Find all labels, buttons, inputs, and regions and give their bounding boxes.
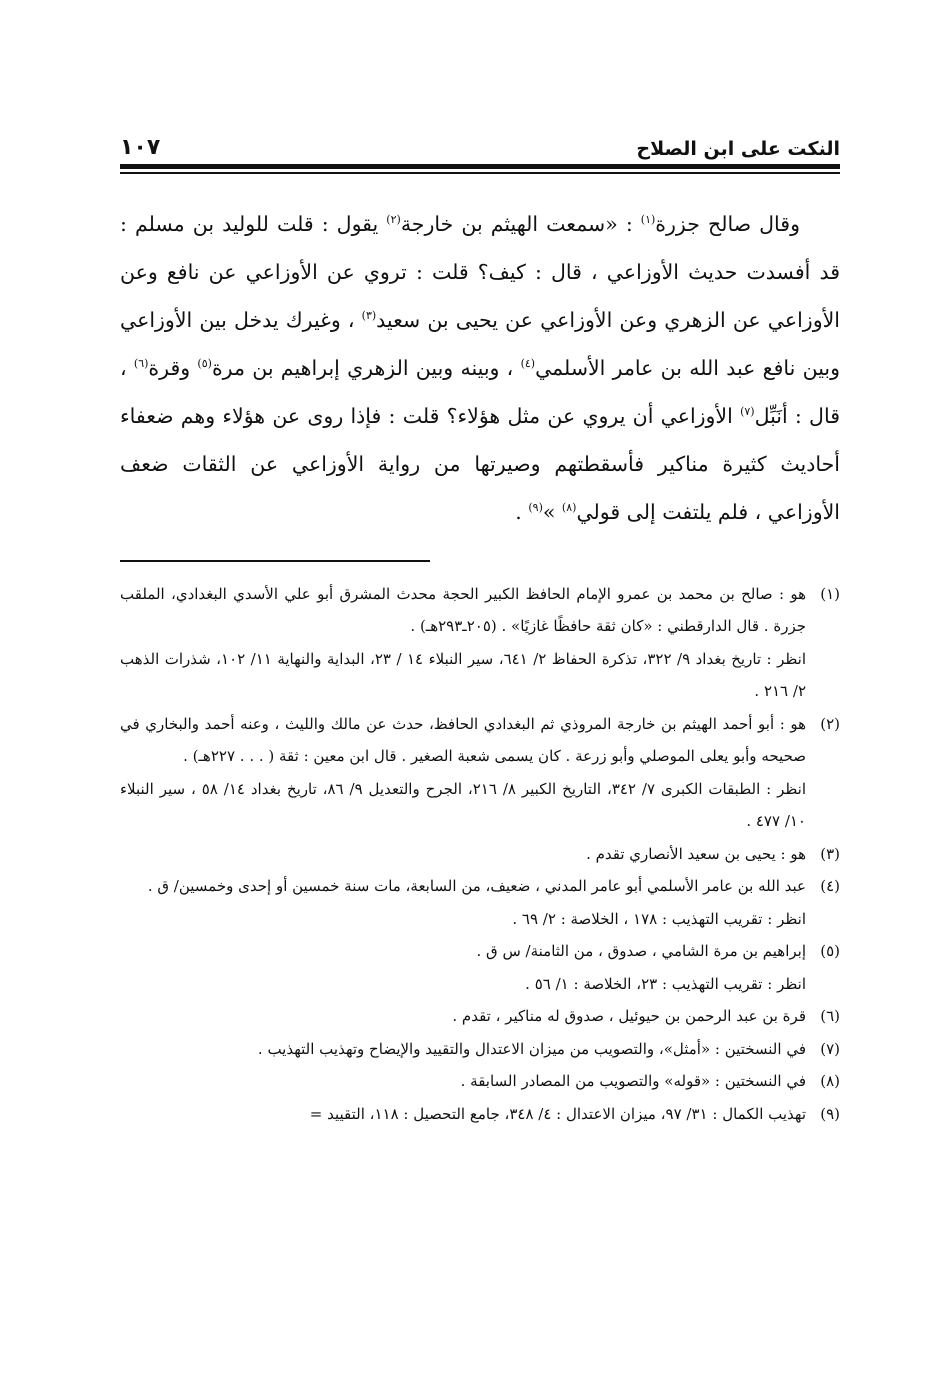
main-text <box>120 200 840 536</box>
footnote-text: انظر : الطبقات الكبرى ٧/ ٣٤٢، التاريخ الكبير ٨/ ٢١٦، الجرح والتعديل ٩/ ٨٦، تاريخ بغداد ١٤/ ٥٨ ، سير النبلاء ١٠/ ٤٧٧ . <box>120 779 807 830</box>
footnote-ref[interactable]: (٨) <box>561 500 577 514</box>
footnote-8 <box>120 1065 840 1098</box>
text-run: الأوزاعي أن يروي عن مثل هؤلاء؟ قلت : فإذا روى عن هؤلاء وهم ضعفاء أحاديث كثيرة مناكير فأسقطتهم وصيرتها من رواية الأوزاعي عن الثقات ضعف الأوزاعي ، فلم يلتفت إلى قولي <box>120 403 840 524</box>
footnote-6 <box>120 1000 840 1033</box>
page-number: ١٠٧ <box>120 135 161 160</box>
footnote-number: (٩) <box>820 1104 840 1123</box>
footnote-7 <box>120 1033 840 1066</box>
footnote-9 <box>120 1098 840 1131</box>
text-run: ، وغيرك يدخل بين الأوزاعي وبين نافع عبد الله بن عامر الأسلمي <box>120 307 840 380</box>
footnote-text: عبد الله بن عامر الأسلمي أبو عامر المدني ، ضعيف، من السابعة، مات سنة خمسين أو إحدى وخمسين/ ق . <box>147 877 806 895</box>
footnote-number: (٨) <box>820 1072 840 1090</box>
footnote-ref[interactable]: (٥) <box>197 356 212 370</box>
text-run: : «سمعت الهيثم بن خارجة <box>400 211 641 236</box>
text-run: » <box>542 499 562 524</box>
main-paragraph <box>120 200 840 536</box>
footnote-text: هو : يحيى بن سعيد الأنصاري تقدم . <box>586 844 806 863</box>
footnote-ref[interactable]: (٤) <box>520 356 536 370</box>
footnote-text: إبراهيم بن مرة الشامي ، صدوق ، من الثامنة/ س ق . <box>476 942 806 960</box>
running-header <box>120 120 840 160</box>
text-run: . <box>515 499 529 524</box>
footnote-text: تهذيب الكمال : ٣١/ ٩٧، ميزان الاعتدال : ٤/ ٣٤٨، جامع التحصيل : ١١٨، التقييد = <box>309 1104 806 1123</box>
footnote-number: (٧) <box>820 1039 840 1058</box>
book-page <box>120 120 840 1130</box>
footnote-1 <box>120 578 840 708</box>
running-title: النكت على ابن الصلاح <box>636 138 840 160</box>
text-run: وقرة <box>148 355 198 380</box>
footnote-ref[interactable]: (٩) <box>528 500 543 514</box>
footnote-text: انظر : تقريب التهذيب : ١٧٨ ، الخلاصة : ٢/ ٦٩ . <box>512 909 806 928</box>
footnote-number: (٦) <box>820 1007 840 1025</box>
footnote-2 <box>120 708 840 838</box>
footnote-ref[interactable]: (٧) <box>740 404 755 418</box>
footnote-number: (٤) <box>820 877 840 895</box>
footnote-3 <box>120 838 840 871</box>
footnote-text: انظر : تاريخ بغداد ٩/ ٣٢٢، تذكرة الحفاظ ٢/ ٦٤١، سير النبلاء ١٤ / ٢٣، البداية والنهاية ١١/ ١٠٢، شذرات الذهب ٢/ ٢١٦ . <box>120 649 806 700</box>
text-run: ، وبينه وبين الزهري إبراهيم بن مرة <box>211 355 521 380</box>
footnote-text: في النسختين : «أمثل»، والتصويب من ميزان الاعتدال والتقييد والإيضاح وتهذيب التهذيب . <box>257 1039 806 1058</box>
header-rule-thin <box>120 172 840 174</box>
text-run: ، قال : أنَبِّل <box>120 355 840 428</box>
footnote-ref[interactable]: (٣) <box>361 308 377 322</box>
footnote-ref[interactable]: (٦) <box>133 356 149 370</box>
footnote-separator <box>120 560 430 562</box>
footnote-number: (٣) <box>820 844 840 863</box>
footnotes <box>120 578 840 1131</box>
text-run: وقال صالح جزرة <box>655 211 800 236</box>
footnote-ref[interactable]: (٢) <box>386 212 401 226</box>
text-run: يقول : قلت للوليد بن مسلم : قد أفسدت حديث الأوزاعي ، قال : كيف؟ قلت : تروي عن الأوزاعي عن نافع وعن الأوزاعي عن الزهري وعن الأوزاعي عن يحيى بن سعيد <box>120 211 840 332</box>
footnote-number: (٥) <box>820 942 840 960</box>
header-rule-thick <box>120 164 840 169</box>
footnote-text: هو : صالح بن محمد بن عمرو الإمام الحافظ الكبير الحجة محدث المشرق أبو علي الأسدي البغدادي، الملقب جزرة . قال الدارقطني : «كان ثقة حافظًا غازيًا» . (٢٠٥ـ٢٩٣هـ) . <box>120 584 806 635</box>
footnote-text: هو : أبو أحمد الهيثم بن خارجة المروذي ثم البغدادي الحافظ، حدث عن مالك والليث ، وعنه أحمد والبخاري في صحيحه وأبو يعلى الموصلي وأبو زرعة . كان يسمى شعبة الصغير . قال ابن معين : ثقة ( . . . ٢٢٧هـ) . <box>120 714 806 765</box>
footnote-5 <box>120 935 840 1000</box>
footnote-number: (١) <box>820 584 840 603</box>
footnote-number: (٢) <box>820 714 840 733</box>
footnote-text: في النسختين : «قوله» والتصويب من المصادر السابقة . <box>460 1072 806 1090</box>
footnote-ref[interactable]: (١) <box>640 212 656 226</box>
footnote-text: انظر : تقريب التهذيب : ٢٣، الخلاصة : ١/ ٥٦ . <box>525 974 806 993</box>
footnote-4 <box>120 870 840 935</box>
footnote-text: قرة بن عبد الرحمن بن حيوئيل ، صدوق له مناكير ، تقدم . <box>452 1007 806 1025</box>
